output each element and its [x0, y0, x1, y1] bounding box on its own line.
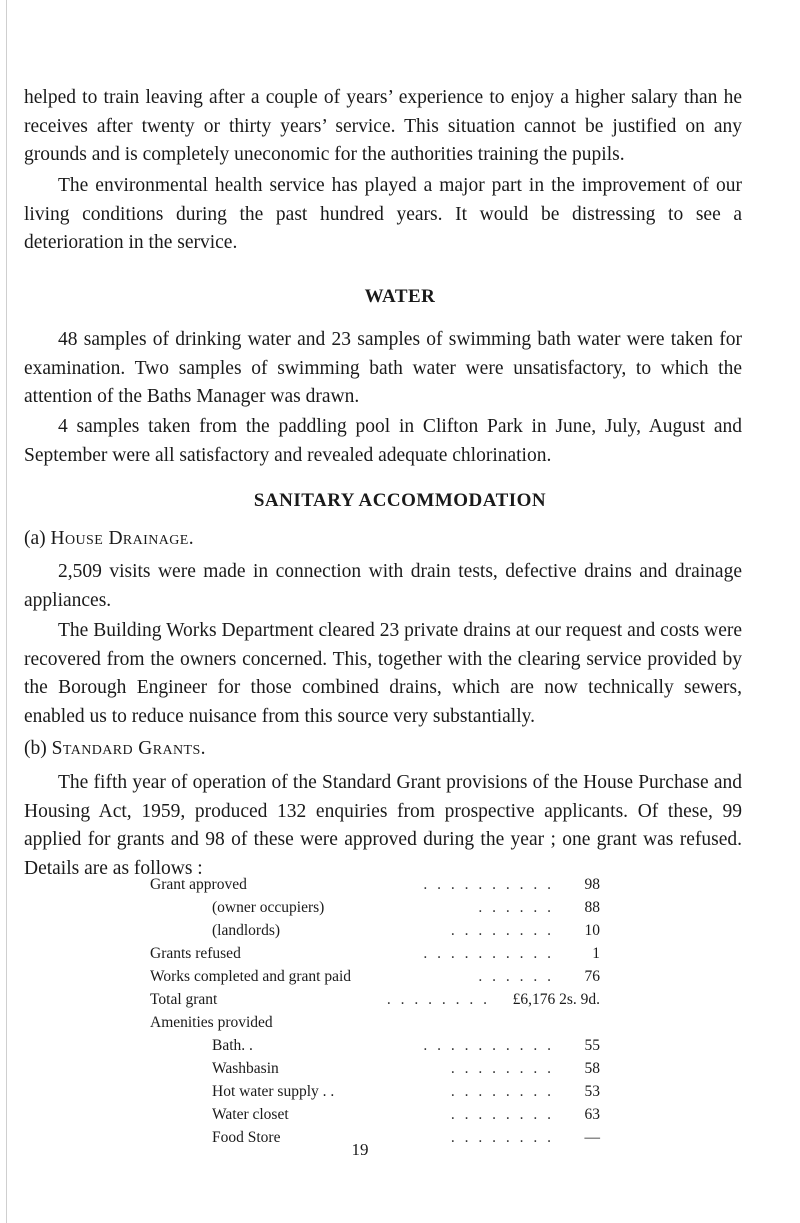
row-value: 58 [584, 1060, 600, 1077]
subsection-b-prefix: (b) [24, 738, 47, 759]
subsection-a-prefix: (a) [24, 528, 46, 549]
row-label: Bath. . [212, 1037, 253, 1054]
row-leader: . . . . . . [478, 968, 554, 985]
row-leader: . . . . . . . . . . [423, 945, 554, 962]
table-row [150, 919, 600, 942]
row-leader: . . . . . . . . [386, 991, 490, 1008]
row-leader: . . . . . . . . [450, 922, 554, 939]
row-label: Washbasin [212, 1060, 279, 1077]
row-value: £6,176 2s. 9d. [512, 991, 600, 1008]
row-leader: . . . . . . . . . . [423, 876, 554, 893]
paragraph-7: The fifth year of operation of the Standard Grant provisions of the House Purchase and Housing Act, 1959, produced 132 enquiries from prospective applicants. Of these, 99 applied for grants and 98 of these were approved during the year ; one grant was refused. Details are as follows : [24, 772, 742, 879]
row-label: Total grant [150, 991, 218, 1008]
row-label: Food Store [212, 1129, 281, 1146]
row-leader: . . . . . . . . [450, 1083, 554, 1100]
paragraph-2: The environmental health service has played a major part in the improvement of our living conditions during the past hundred years. It would be distressing to see a deterioration in the service. [24, 175, 742, 253]
water-heading: WATER [364, 286, 436, 307]
row-value: — [584, 1129, 600, 1146]
scan-edge-line [6, 0, 7, 1223]
paragraph-3: 48 samples of drinking water and 23 samples of swimming bath water were taken for examination. Two samples of swimming bath water were unsatisfactory, to which the attention of the Baths Manager was drawn. [24, 329, 742, 407]
row-label: Hot water supply . . [212, 1083, 335, 1100]
table-row [150, 873, 600, 896]
paragraph-6: The Building Works Department cleared 23 private drains at our request and costs were recovered from the owners concerned. This, together with the clearing service provided by the Borough Engineer for those combined drains, which are now technically sewers, enabled us to reduce nuisance from this source very substantially. [24, 620, 742, 727]
row-leader: . . . . . . . . [450, 1060, 554, 1077]
table-row [150, 1057, 600, 1080]
row-value: 53 [584, 1083, 600, 1100]
table-row [150, 1034, 600, 1057]
row-label: (owner occupiers) [212, 899, 325, 916]
row-label: Water closet [212, 1106, 289, 1123]
table-row [150, 988, 600, 1011]
table-row [150, 1011, 600, 1034]
sanitary-heading: SANITARY ACCOMMODATION [253, 490, 547, 511]
paragraph-1: helped to train leaving after a couple of years’ experience to enjoy a higher salary than he receives after twenty or thirty years’ service. This situation cannot be justified on any grounds and is completely uneconomic for the authorities training the pupils. [24, 87, 742, 165]
subsection-a-title: House Drainage. [50, 528, 194, 549]
row-value: 76 [584, 968, 600, 985]
row-leader: . . . . . . [478, 899, 554, 916]
paragraph-4: 4 samples taken from the paddling pool in Clifton Park in June, July, August and September were all satisfactory and revealed adequate chlorination. [24, 416, 742, 466]
subsection-b-heading [24, 738, 206, 760]
subsection-a-heading [24, 528, 194, 550]
row-label: Amenities provided [150, 1014, 273, 1031]
row-value: 10 [584, 922, 600, 939]
row-label: Grants refused [150, 945, 241, 962]
subsection-b-title: Standard Grants. [51, 738, 206, 759]
row-value: 98 [584, 876, 600, 893]
row-label: Grant approved [150, 876, 247, 893]
grants-table [150, 873, 600, 1149]
row-value: 1 [592, 945, 600, 962]
table-row [150, 965, 600, 988]
paragraph-5: 2,509 visits were made in connection with drain tests, defective drains and drainage appliances. [24, 561, 742, 611]
row-label: (landlords) [212, 922, 281, 939]
page-number: 19 [351, 1140, 369, 1159]
row-value: 88 [584, 899, 600, 916]
table-row [150, 1080, 600, 1103]
table-row [150, 1103, 600, 1126]
row-leader: . . . . . . . . [450, 1106, 554, 1123]
row-leader: . . . . . . . . . . [423, 1037, 554, 1054]
table-row [150, 942, 600, 965]
row-label: Works completed and grant paid [150, 968, 352, 985]
row-value: 55 [584, 1037, 600, 1054]
row-value: 63 [584, 1106, 600, 1123]
row-leader: . . . . . . . . [450, 1129, 554, 1146]
table-row [150, 896, 600, 919]
